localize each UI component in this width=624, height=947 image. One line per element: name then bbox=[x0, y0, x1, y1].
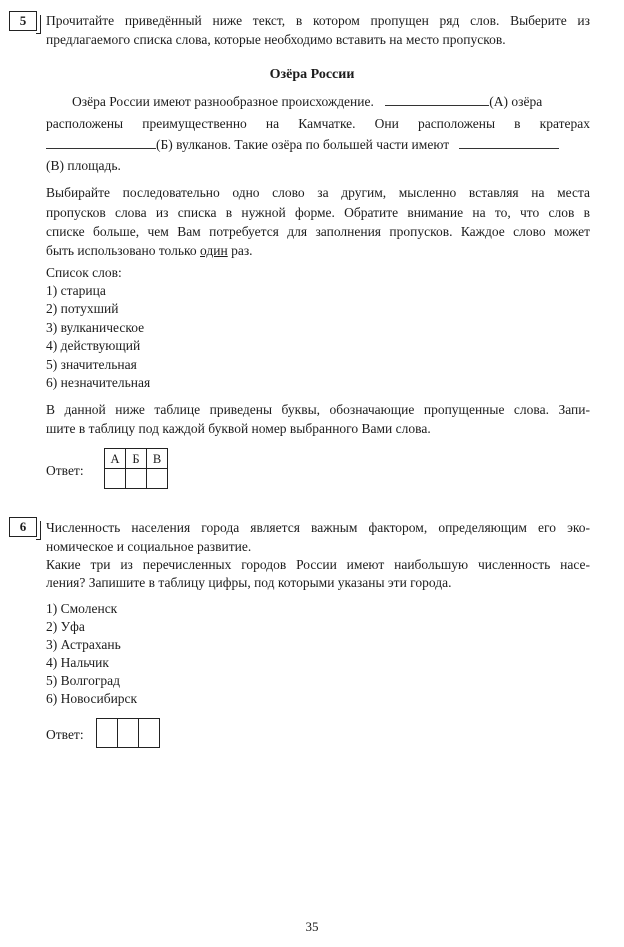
word-list-item: 2) потухший bbox=[46, 301, 119, 316]
instruction-line: Выбирайте последовательно одно слово за другим, мысленно вставляя на места bbox=[46, 185, 590, 200]
instruction-text: раз. bbox=[231, 243, 253, 258]
word-list-title: Список слов: bbox=[46, 265, 122, 280]
task-5-intro-line: предлагаемого списка слова, которые необходимо вставить на место пропусков. bbox=[46, 32, 506, 47]
word-list-item: 3) вулканическое bbox=[46, 320, 145, 335]
text-line-1b: (А) озёра bbox=[489, 94, 543, 109]
answer-table-task-5 bbox=[104, 448, 168, 489]
answer-cell-1[interactable] bbox=[97, 719, 118, 748]
instruction-line-last bbox=[46, 242, 253, 260]
answer-table-task-6 bbox=[96, 718, 160, 748]
text-line-1a: Озёра России имеют разнообразное происхождение. bbox=[72, 94, 374, 109]
task-6-line: ления? Запишите в таблицу цифры, под которыми указаны эти города. bbox=[46, 575, 452, 590]
city-list-item: 2) Уфа bbox=[46, 619, 85, 634]
instruction-text: быть использовано только bbox=[46, 243, 197, 258]
answer-cell-3[interactable] bbox=[139, 719, 160, 748]
answer-label: Ответ: bbox=[46, 727, 84, 742]
blank-b[interactable] bbox=[46, 136, 156, 149]
blank-a[interactable] bbox=[385, 93, 489, 106]
task-5-number: 5 bbox=[9, 11, 37, 31]
task-5-intro-line: Прочитайте приведённый ниже текст, в котором пропущен ряд слов. Выберите из bbox=[46, 13, 590, 28]
answer-header-c: В bbox=[147, 449, 168, 469]
answer-header-b: Б bbox=[126, 449, 147, 469]
text-line-3a: (Б) вулканов. Такие озёра по большей части имеют bbox=[156, 137, 450, 152]
task-6-line: Какие три из перечисленных городов России имеют наибольшую численность насе- bbox=[46, 557, 590, 572]
table-note-line: В данной ниже таблице приведены буквы, обозначающие пропущенные слова. Запи- bbox=[46, 402, 590, 417]
page-number: 35 bbox=[305, 919, 319, 934]
instruction-line: пропусков слова из списка в нужной форме. Обратите внимание на то, что слов в bbox=[46, 205, 590, 220]
text-line-2: расположены преимущественно на Камчатке. Они расположены в кратерах bbox=[46, 116, 590, 131]
text-line-3 bbox=[46, 136, 590, 154]
answer-label: Ответ: bbox=[46, 463, 84, 478]
text-title: Озёра России bbox=[269, 67, 355, 82]
task-6-line: номическое и социальное развитие. bbox=[46, 539, 252, 554]
word-list-item: 6) незначительная bbox=[46, 375, 151, 390]
answer-cell-2[interactable] bbox=[118, 719, 139, 748]
instruction-emphasis: один bbox=[200, 243, 228, 258]
task-6-line: Численность населения города является важным фактором, определяющим его эко- bbox=[46, 520, 590, 535]
word-list-item: 4) действующий bbox=[46, 338, 141, 353]
answer-cell-c[interactable] bbox=[147, 469, 168, 489]
answer-header-a: А bbox=[105, 449, 126, 469]
text-line-1 bbox=[72, 93, 590, 111]
word-list-item: 1) старица bbox=[46, 283, 106, 298]
task-6-number: 6 bbox=[9, 517, 37, 537]
word-list-item: 5) значительная bbox=[46, 357, 137, 372]
table-note-line: шите в таблицу под каждой буквой номер выбранного Вами слова. bbox=[46, 421, 431, 436]
city-list-item: 1) Смоленск bbox=[46, 601, 118, 616]
answer-cell-b[interactable] bbox=[126, 469, 147, 489]
answer-cell-a[interactable] bbox=[105, 469, 126, 489]
instruction-line: списке больше, чем Вам потребуется для заполнения пропусков. Каждое слово может bbox=[46, 224, 590, 239]
text-line-4: (В) площадь. bbox=[46, 158, 121, 173]
city-list-item: 6) Новосибирск bbox=[46, 691, 138, 706]
blank-c[interactable] bbox=[459, 136, 559, 149]
city-list-item: 4) Нальчик bbox=[46, 655, 109, 670]
city-list-item: 5) Волгоград bbox=[46, 673, 121, 688]
city-list-item: 3) Астрахань bbox=[46, 637, 121, 652]
